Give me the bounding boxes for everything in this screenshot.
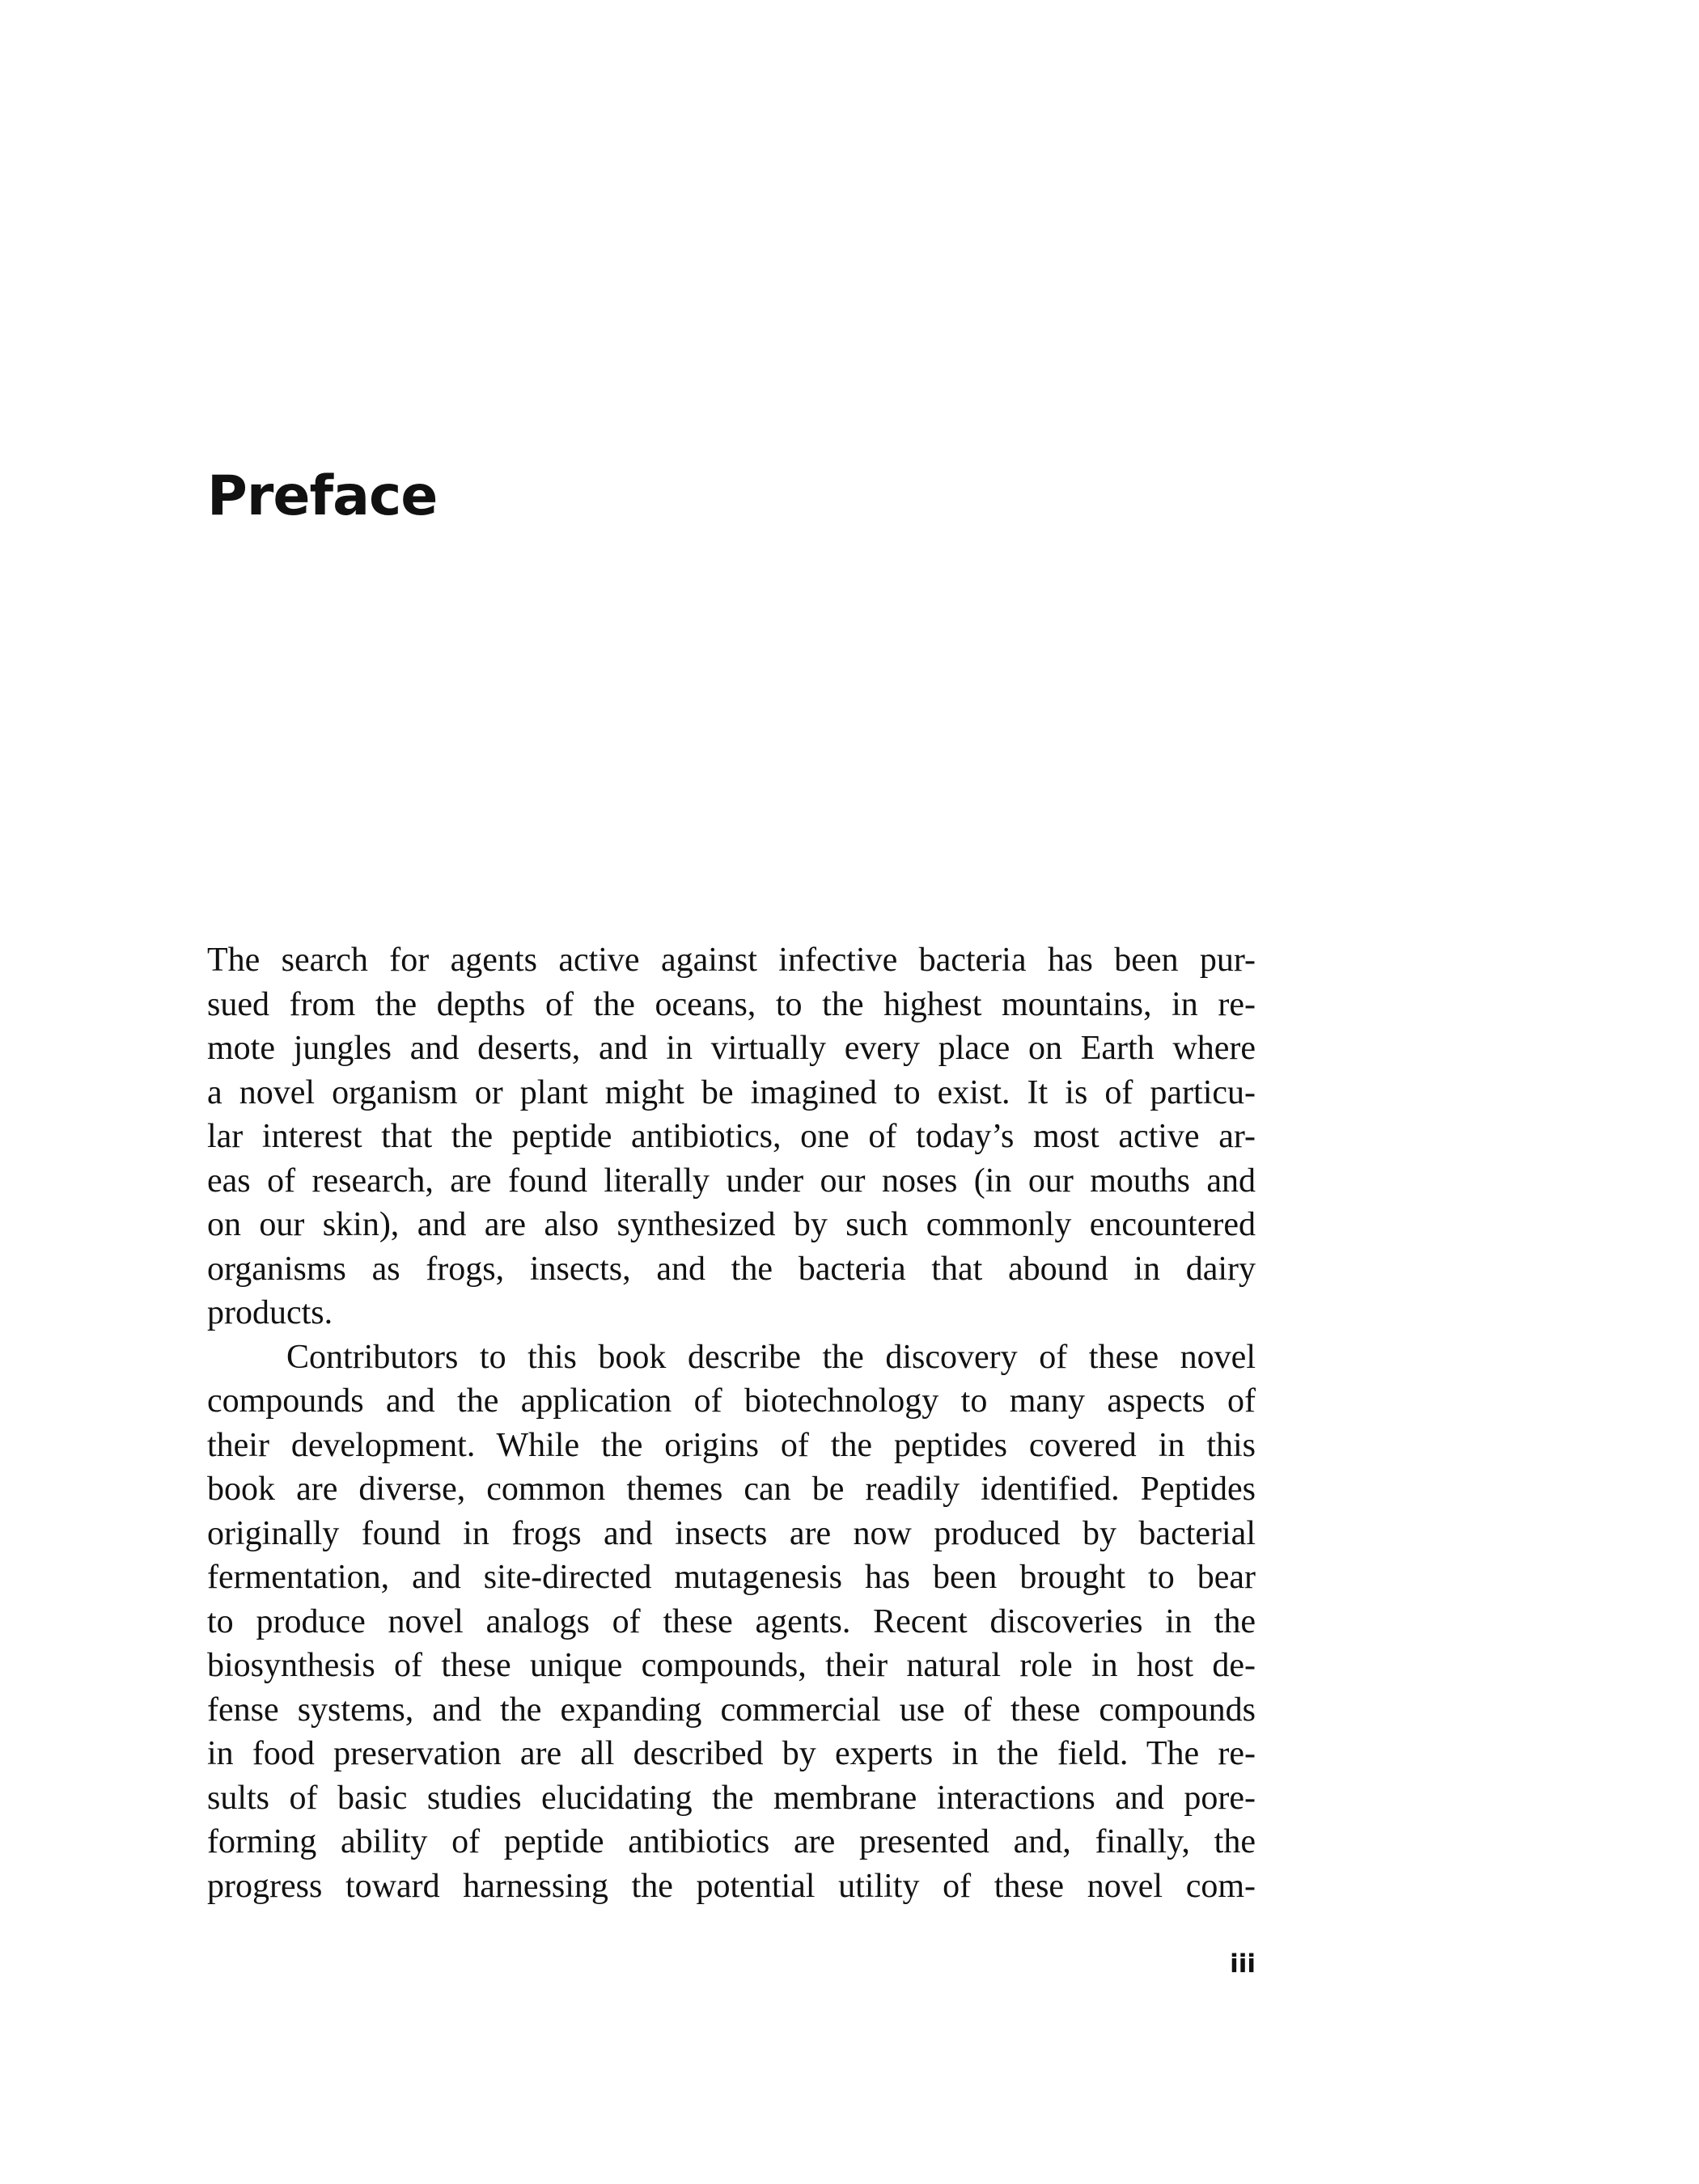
text-line: book are diverse, common themes can be readily identified. Peptides bbox=[207, 1471, 1256, 1508]
preface-body bbox=[207, 938, 1256, 1908]
text-line: to produce novel analogs of these agents. Recent discoveries in the bbox=[207, 1602, 1256, 1640]
text-line: in food preservation are all described by experts in the field. The re- bbox=[207, 1735, 1256, 1772]
text-line: mote jungles and deserts, and in virtually every place on Earth where bbox=[207, 1030, 1256, 1067]
paragraph-2 bbox=[207, 1335, 1256, 1909]
text-line: biosynthesis of these unique compounds, their natural role in host de- bbox=[207, 1647, 1256, 1684]
text-line: eas of research, are found literally under our noses (in our mouths and bbox=[207, 1162, 1256, 1200]
page-title: Preface bbox=[207, 464, 438, 528]
text-line: fermentation, and site-directed mutagenesis has been brought to bear bbox=[207, 1559, 1256, 1596]
text-line: organisms as frogs, insects, and the bacteria that abound in dairy bbox=[207, 1250, 1256, 1288]
text-line: The search for agents active against infective bacteria has been pur- bbox=[207, 942, 1256, 979]
text-line: Contributors to this book describe the discovery of these novel bbox=[286, 1338, 1256, 1376]
text-line: their development. While the origins of the peptides covered in this bbox=[207, 1426, 1256, 1464]
text-line: lar interest that the peptide antibiotics, one of today’s most active ar- bbox=[207, 1118, 1256, 1155]
text-line: sults of basic studies elucidating the membrane interactions and pore- bbox=[207, 1779, 1256, 1817]
text-line: forming ability of peptide antibiotics are presented and, finally, the bbox=[207, 1823, 1256, 1860]
text-line: on our skin), and are also synthesized by such commonly encountered bbox=[207, 1206, 1256, 1243]
text-line: progress toward harnessing the potential utility of these novel com- bbox=[207, 1867, 1256, 1905]
text-line: sued from the depths of the oceans, to the highest mountains, in re- bbox=[207, 985, 1256, 1023]
text-line: a novel organism or plant might be imagined to exist. It is of particu- bbox=[207, 1073, 1256, 1111]
page-number: iii bbox=[1230, 1949, 1256, 1979]
paragraph-1 bbox=[207, 938, 1256, 1335]
text-line: fense systems, and the expanding commercial use of these compounds bbox=[207, 1691, 1256, 1729]
text-line: compounds and the application of biotechnology to many aspects of bbox=[207, 1382, 1256, 1420]
text-line: originally found in frogs and insects are now produced by bacterial bbox=[207, 1514, 1256, 1552]
text-line: products. bbox=[207, 1294, 333, 1331]
